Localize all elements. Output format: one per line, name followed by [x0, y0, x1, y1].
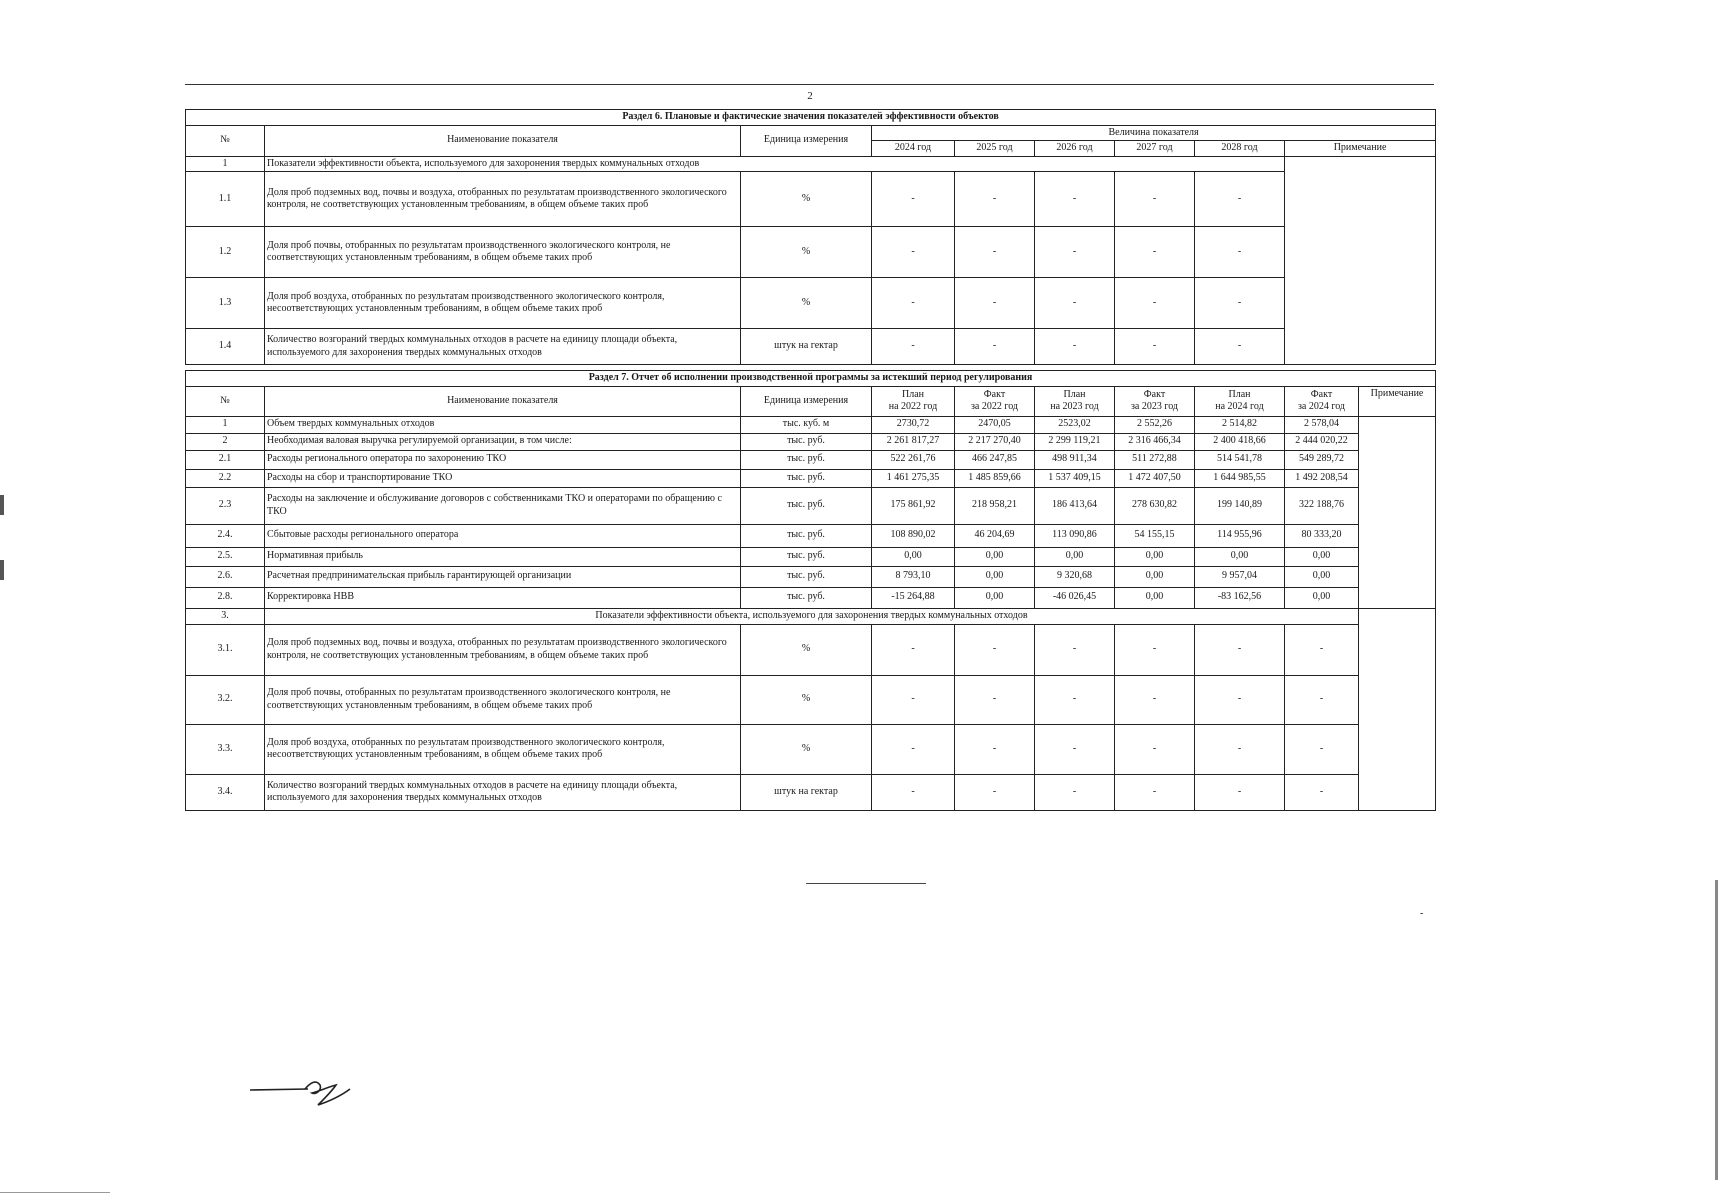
- row-num: 3.4.: [186, 774, 265, 810]
- row-value: -: [1115, 724, 1195, 774]
- row-value: 80 333,20: [1285, 524, 1359, 547]
- row-num: 3.3.: [186, 724, 265, 774]
- row-value: 322 188,76: [1285, 487, 1359, 524]
- row-value: 1 492 208,54: [1285, 469, 1359, 487]
- period-kind: Факт: [1143, 388, 1166, 400]
- group-num: 3.: [186, 608, 265, 624]
- row-num: 1.1: [186, 172, 265, 227]
- scan-edge-mark: [1715, 880, 1718, 1180]
- row-value: 514 541,78: [1195, 450, 1285, 469]
- table-row: [186, 416, 1436, 433]
- row-name: Необходимая валовая выручка регулируемой организации, в том числе:: [265, 433, 741, 450]
- row-value: 0,00: [1285, 587, 1359, 608]
- page-number: 2: [807, 90, 813, 102]
- table-row: [186, 624, 1436, 675]
- row-num: 2.5.: [186, 547, 265, 566]
- row-value: -: [872, 278, 955, 329]
- row-name: Расходы на сбор и транспортирование ТКО: [265, 469, 741, 487]
- header-year: 2027 год: [1115, 141, 1195, 157]
- row-value: 0,00: [1115, 587, 1195, 608]
- table-row: [186, 172, 1436, 227]
- row-value: 9 957,04: [1195, 566, 1285, 587]
- row-value: -: [1035, 675, 1115, 724]
- row-value: -: [955, 329, 1035, 365]
- row-value: 1 472 407,50: [1115, 469, 1195, 487]
- note-cell: [1285, 156, 1436, 365]
- row-value: -: [1035, 329, 1115, 365]
- row-value: 0,00: [1115, 547, 1195, 566]
- header-period: [955, 386, 1035, 416]
- row-num: 1: [186, 416, 265, 433]
- row-value: -: [872, 227, 955, 278]
- table-row: [186, 487, 1436, 524]
- table-row: [186, 278, 1436, 329]
- header-value: Величина показателя: [872, 125, 1436, 141]
- row-num: 2.4.: [186, 524, 265, 547]
- row-value: -: [1285, 624, 1359, 675]
- row-value: -: [1115, 227, 1195, 278]
- row-num: 2.3: [186, 487, 265, 524]
- table-row: [186, 329, 1436, 365]
- row-value: 218 958,21: [955, 487, 1035, 524]
- row-value: -: [1115, 624, 1195, 675]
- header-name: Наименование показателя: [265, 125, 741, 156]
- table-row: [186, 675, 1436, 724]
- row-value: -: [1195, 329, 1285, 365]
- row-name: Количество возгораний твердых коммунальных отходов в расчете на единицу площади объекта, используемого для захоронения твердых коммунальных отходов: [265, 774, 741, 810]
- header-period: [1115, 386, 1195, 416]
- row-name: Расчетная предпринимательская прибыль гарантирующей организации: [265, 566, 741, 587]
- row-unit: %: [741, 172, 872, 227]
- period-kind: План: [901, 388, 924, 400]
- group-name: Показатели эффективности объекта, используемого для захоронения твердых коммунальных отходов: [265, 608, 1359, 624]
- row-num: 1.2: [186, 227, 265, 278]
- row-name: Доля проб почвы, отобранных по результатам производственного экологического контроля, не соответствующих установленным требованиям, в общем объеме таких проб: [265, 227, 741, 278]
- row-unit: тыс. куб. м: [741, 416, 872, 433]
- header-unit: Единица измерения: [741, 125, 872, 156]
- row-value: -: [1195, 774, 1285, 810]
- period-year: за 2024 год: [1297, 401, 1346, 412]
- row-num: 2: [186, 433, 265, 450]
- row-value: -: [872, 774, 955, 810]
- row-value: -: [1035, 774, 1115, 810]
- header-num: №: [186, 386, 265, 416]
- row-value: -: [1035, 172, 1115, 227]
- note-cell: [1359, 608, 1436, 810]
- scan-edge-mark: [0, 495, 4, 515]
- row-value: 511 272,88: [1115, 450, 1195, 469]
- row-num: 3.1.: [186, 624, 265, 675]
- table-row: [186, 450, 1436, 469]
- section7-title: Раздел 7. Отчет об исполнении производственной программы за истекший период регулирования: [186, 371, 1436, 387]
- row-unit: тыс. руб.: [741, 487, 872, 524]
- row-name: Корректировка НВВ: [265, 587, 741, 608]
- header-year: 2026 год: [1035, 141, 1115, 157]
- top-rule: [185, 84, 1434, 85]
- row-value: 2 217 270,40: [955, 433, 1035, 450]
- row-value: 1 461 275,35: [872, 469, 955, 487]
- row-value: 2730,72: [872, 416, 955, 433]
- row-value: 2470,05: [955, 416, 1035, 433]
- row-unit: тыс. руб.: [741, 433, 872, 450]
- row-value: -: [1285, 774, 1359, 810]
- period-kind: План: [1063, 388, 1086, 400]
- scan-edge-mark: [0, 560, 4, 580]
- table-row: [186, 547, 1436, 566]
- period-kind: Факт: [1310, 388, 1333, 400]
- stray-mark: -: [1420, 908, 1424, 919]
- row-unit: тыс. руб.: [741, 587, 872, 608]
- row-value: 2 316 466,34: [1115, 433, 1195, 450]
- header-name: Наименование показателя: [265, 386, 741, 416]
- row-value: 54 155,15: [1115, 524, 1195, 547]
- row-value: -: [1285, 675, 1359, 724]
- table-row: [186, 587, 1436, 608]
- row-num: 1.4: [186, 329, 265, 365]
- row-value: 549 289,72: [1285, 450, 1359, 469]
- row-value: 0,00: [955, 566, 1035, 587]
- signature: [250, 1075, 380, 1115]
- row-num: 2.6.: [186, 566, 265, 587]
- header-period: [1195, 386, 1285, 416]
- row-value: 186 413,64: [1035, 487, 1115, 524]
- row-value: 1 485 859,66: [955, 469, 1035, 487]
- row-value: -: [872, 624, 955, 675]
- row-value: -: [872, 172, 955, 227]
- row-value: -: [955, 172, 1035, 227]
- row-value: -: [1115, 774, 1195, 810]
- row-value: 466 247,85: [955, 450, 1035, 469]
- row-value: 46 204,69: [955, 524, 1035, 547]
- row-value: -: [955, 624, 1035, 675]
- section7-table: [185, 370, 1436, 811]
- row-value: -: [872, 329, 955, 365]
- table-row: [186, 227, 1436, 278]
- table-row: [186, 469, 1436, 487]
- header-note: Примечание: [1359, 386, 1436, 416]
- row-name: Доля проб подземных вод, почвы и воздуха, отобранных по результатам производственного экологического контроля, не соответствующих установленным требованиям, в общем объеме таких проб: [265, 624, 741, 675]
- table-row: [186, 524, 1436, 547]
- row-unit: штук на гектар: [741, 329, 872, 365]
- row-value: -: [1195, 227, 1285, 278]
- row-value: -15 264,88: [872, 587, 955, 608]
- row-value: 113 090,86: [1035, 524, 1115, 547]
- row-value: 522 261,76: [872, 450, 955, 469]
- row-value: 2 299 119,21: [1035, 433, 1115, 450]
- row-name: Расходы регионального оператора по захоронению ТКО: [265, 450, 741, 469]
- row-value: -: [1035, 724, 1115, 774]
- row-value: -46 026,45: [1035, 587, 1115, 608]
- row-unit: %: [741, 624, 872, 675]
- row-unit: %: [741, 724, 872, 774]
- row-value: 114 955,96: [1195, 524, 1285, 547]
- row-value: 278 630,82: [1115, 487, 1195, 524]
- row-value: -: [1115, 329, 1195, 365]
- row-name: Объем твердых коммунальных отходов: [265, 416, 741, 433]
- period-kind: План: [1228, 388, 1251, 400]
- row-value: 1 537 409,15: [1035, 469, 1115, 487]
- row-value: 498 911,34: [1035, 450, 1115, 469]
- row-value: 2 444 020,22: [1285, 433, 1359, 450]
- header-period: [872, 386, 955, 416]
- row-name: Доля проб почвы, отобранных по результатам производственного экологического контроля, не соответствующих установленным требованиям, в общем объеме таких проб: [265, 675, 741, 724]
- row-value: 1 644 985,55: [1195, 469, 1285, 487]
- row-value: 0,00: [1115, 566, 1195, 587]
- row-value: -: [955, 675, 1035, 724]
- period-year: за 2022 год: [970, 401, 1019, 412]
- bottom-scan-line: [0, 1192, 110, 1193]
- row-value: 9 320,68: [1035, 566, 1115, 587]
- row-value: -: [1115, 278, 1195, 329]
- row-value: -: [955, 724, 1035, 774]
- row-value: 0,00: [955, 547, 1035, 566]
- row-value: 0,00: [1195, 547, 1285, 566]
- row-num: 2.2: [186, 469, 265, 487]
- row-value: 0,00: [955, 587, 1035, 608]
- row-unit: тыс. руб.: [741, 566, 872, 587]
- row-value: 199 140,89: [1195, 487, 1285, 524]
- period-year: на 2022 год: [888, 401, 938, 412]
- row-value: 0,00: [1285, 566, 1359, 587]
- row-value: -83 162,56: [1195, 587, 1285, 608]
- header-year: 2025 год: [955, 141, 1035, 157]
- header-year: 2024 год: [872, 141, 955, 157]
- row-value: 8 793,10: [872, 566, 955, 587]
- row-value: 2523,02: [1035, 416, 1115, 433]
- row-unit: %: [741, 227, 872, 278]
- row-value: -: [955, 774, 1035, 810]
- row-value: 0,00: [872, 547, 955, 566]
- row-value: 0,00: [1285, 547, 1359, 566]
- header-unit: Единица измерения: [741, 386, 872, 416]
- row-num: 1.3: [186, 278, 265, 329]
- row-unit: тыс. руб.: [741, 547, 872, 566]
- group-name: Показатели эффективности объекта, используемого для захоронения твердых коммунальных отходов: [265, 156, 1285, 172]
- row-name: Доля проб воздуха, отобранных по результатам производственного экологического контроля, несоответствующих установленным требованиям, в общем объеме таких проб: [265, 278, 741, 329]
- row-value: -: [1035, 227, 1115, 278]
- row-value: -: [1195, 675, 1285, 724]
- header-num: №: [186, 125, 265, 156]
- row-unit: тыс. руб.: [741, 469, 872, 487]
- header-period: [1035, 386, 1115, 416]
- group-num: 1: [186, 156, 265, 172]
- row-value: 175 861,92: [872, 487, 955, 524]
- header-year: 2028 год: [1195, 141, 1285, 157]
- row-value: -: [955, 278, 1035, 329]
- table-row: [186, 433, 1436, 450]
- period-year: на 2024 год: [1215, 401, 1264, 412]
- row-value: -: [1195, 724, 1285, 774]
- row-name: Расходы на заключение и обслуживание договоров с собственниками ТКО и операторами по обращению с ТКО: [265, 487, 741, 524]
- row-value: -: [872, 724, 955, 774]
- table-row: [186, 774, 1436, 810]
- row-name: Доля проб воздуха, отобранных по результатам производственного экологического контроля, несоответствующих установленным требованиям, в общем объеме таких проб: [265, 724, 741, 774]
- section6-table: [185, 109, 1436, 365]
- row-unit: %: [741, 675, 872, 724]
- row-value: -: [1035, 278, 1115, 329]
- row-value: -: [1115, 675, 1195, 724]
- row-num: 3.2.: [186, 675, 265, 724]
- row-value: 2 400 418,66: [1195, 433, 1285, 450]
- note-cell: [1359, 416, 1436, 608]
- header-note: Примечание: [1285, 141, 1436, 157]
- row-unit: тыс. руб.: [741, 450, 872, 469]
- row-num: 2.8.: [186, 587, 265, 608]
- row-value: -: [1115, 172, 1195, 227]
- row-name: Нормативная прибыль: [265, 547, 741, 566]
- row-unit: штук на гектар: [741, 774, 872, 810]
- row-value: 2 261 817,27: [872, 433, 955, 450]
- period-year: за 2023 год: [1130, 401, 1179, 412]
- period-year: на 2023 год: [1050, 401, 1099, 412]
- period-kind: Факт: [983, 388, 1006, 400]
- row-value: 2 552,26: [1115, 416, 1195, 433]
- row-value: 2 578,04: [1285, 416, 1359, 433]
- row-value: -: [1195, 278, 1285, 329]
- row-value: -: [1195, 172, 1285, 227]
- row-value: -: [955, 227, 1035, 278]
- row-unit: %: [741, 278, 872, 329]
- table-row: [186, 566, 1436, 587]
- row-value: 0,00: [1035, 547, 1115, 566]
- row-value: 2 514,82: [1195, 416, 1285, 433]
- row-value: -: [1035, 624, 1115, 675]
- row-name: Сбытовые расходы регионального оператора: [265, 524, 741, 547]
- row-value: -: [1285, 724, 1359, 774]
- row-value: -: [872, 675, 955, 724]
- table-row: [186, 724, 1436, 774]
- section6-title: Раздел 6. Плановые и фактические значения показателей эффективности объектов: [186, 110, 1436, 126]
- row-name: Количество возгораний твердых коммунальных отходов в расчете на единицу площади объекта, используемого для захоронения твердых коммунальных отходов: [265, 329, 741, 365]
- row-value: -: [1195, 624, 1285, 675]
- footer-rule: [806, 883, 926, 884]
- row-name: Доля проб подземных вод, почвы и воздуха, отобранных по результатам производственного экологического контроля, не соответствующих установленным требованиям, в общем объеме таких проб: [265, 172, 741, 227]
- row-value: 108 890,02: [872, 524, 955, 547]
- row-unit: тыс. руб.: [741, 524, 872, 547]
- row-num: 2.1: [186, 450, 265, 469]
- header-period: [1285, 386, 1359, 416]
